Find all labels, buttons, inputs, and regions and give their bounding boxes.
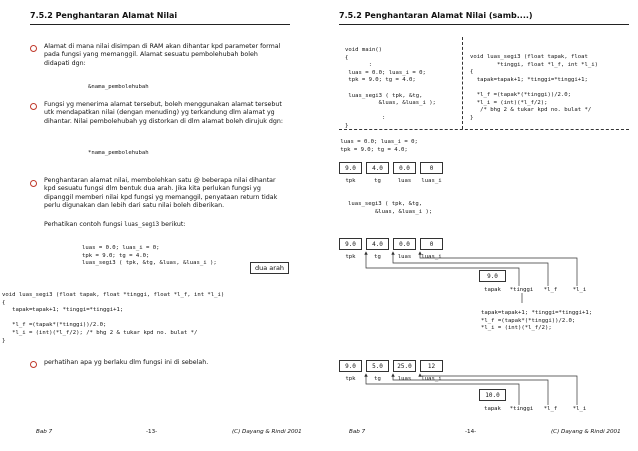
bullet-icon <box>30 45 37 52</box>
memory-cell: 9.0 <box>339 238 362 250</box>
variable-label: luas <box>397 178 412 184</box>
bullet-4-text: perhatihan apa yg berlaku dlm fungsi ini di sebelah. <box>44 359 209 366</box>
memory-cell: 5.0 <box>366 360 389 372</box>
bullet-icon <box>30 361 37 368</box>
code-address-of: &nama_pembolehubah <box>88 84 149 90</box>
code-call-example: luas = 0.0; luas_i = 0; tpk = 9.0; tg = 4.0; luas_segi3 ( tpk, &tg, &luas, &luas_i ); <box>82 245 217 267</box>
page-title: 7.5.2 Penghantaran Alamat Nilai (samb....) <box>339 11 533 20</box>
arrow-li <box>420 374 577 405</box>
variable-label: luas_i <box>421 254 442 260</box>
param-label: *tinggi <box>509 287 534 293</box>
arrow-lf <box>393 374 548 405</box>
pointer-arrows <box>319 0 638 451</box>
variable-label: luas_i <box>421 178 442 184</box>
param-label: *l_i <box>572 287 587 293</box>
code-callee-body: tapak=tapak+1; *tinggi=*tinggi+1; *l_f =(tapak*(*tinggi))/2.0; *l_i = (int)(*l_f/2); <box>481 310 593 332</box>
bullet-3-tail-text: Perhatikan contoh fungsi <box>44 221 123 228</box>
memory-cell: 0 <box>420 162 443 174</box>
arrow-tinggi <box>366 252 519 286</box>
memory-cell: 0.0 <box>393 162 416 174</box>
bullet-3-tail <box>44 221 185 230</box>
bullet-1-text: Alamat di mana nilai disimpan di RAM akan dihantar kpd parameter formal pada fungsi yang memanggil. Alamat sesuatu pembolehubah boleh didapati dgn: <box>44 43 281 67</box>
bullet-icon <box>30 103 37 110</box>
bullet-icon <box>30 180 37 187</box>
footer-copyright: (C) Dayang & Rindi 2001 <box>232 429 302 435</box>
bullet-3-tail-end: berikut: <box>161 221 186 228</box>
memory-cell: 4.0 <box>366 162 389 174</box>
variable-label: luas <box>397 376 412 382</box>
title-underline <box>30 24 290 25</box>
footer-page-number: -13- <box>146 429 158 435</box>
memory-cell: 4.0 <box>366 238 389 250</box>
param-label: *l_i <box>572 406 587 412</box>
page-title: 7.5.2 Penghantaran Alamat Nilai <box>30 11 178 20</box>
page-14 <box>319 0 638 451</box>
param-label: *l_f <box>543 287 558 293</box>
footer-page-number: -14- <box>465 429 477 435</box>
code-function-definition: void luas_segi3 (float tapak, float *tinggi, float *l_f, int *l_i) { tapak=tapak+1; *tinggi=*tinggi+1; *l_f =(tapak*(*tinggi))/2.0; *l_i = (int)(*l_f/2); /* bhg 2 & tukar kpd no. bulat */ } <box>2 292 225 344</box>
param-cell: 10.0 <box>479 389 506 401</box>
variable-label: luas_i <box>421 376 442 382</box>
param-label: tapak <box>484 406 501 412</box>
two-way-callout: dua arah <box>250 262 289 274</box>
code-initialization: luas = 0.0; luas_i = 0; tpk = 9.0; tg = 4.0; <box>340 139 418 153</box>
variable-label: tg <box>374 254 381 260</box>
footer-chapter: Bab 7 <box>349 429 366 435</box>
variable-label: tpk <box>345 376 356 382</box>
bullet-2-text: Fungsi yg menerima alamat tersebut, boleh menggunakan alamat tersebut utk mendapatkan nilai (dengan menuding) yg terkandung dlm alamat yg dihantar. Nilai pembolehubah yg distorkan di dlm alamat boleh dirujuk dgn: <box>44 101 283 125</box>
bullet-3-tail-code: luas_segi3 <box>124 222 160 228</box>
variable-label: tpk <box>345 254 356 260</box>
bullet-3-text: Penghantaran alamat nilai, membolehkan satu @ beberapa nilai dihantar kpd sesuatu fungsi dlm bentuk dua arah. Jika kita perlukan fungsi yg dipanggil memberi nilai kpd fungsi yg memanggil, penyataan return tidak perlu digunakan dan lebih dari satu nilai boleh diberikan. <box>44 177 278 210</box>
memory-cell: 12 <box>420 360 443 372</box>
code-callee-function: void luas_segi3 (float tapak, float *tinggi, float *l_f, int *l_i) { tapak=tapak+1; *tinggi=*tinggi+1; *l_f =(tapak*(*tinggi))/2.0; *l_i = (int)(*l_f/2); /* bhg 2 & tukar kpd no. bulat */ } <box>470 54 598 121</box>
variable-label: tg <box>374 178 381 184</box>
memory-cell: 25.0 <box>393 360 416 372</box>
param-label: *tinggi <box>509 406 534 412</box>
param-cell: 9.0 <box>479 270 506 282</box>
code-dereference: *nama_pembolehubah <box>88 150 149 156</box>
footer-copyright: (C) Dayang & Rindi 2001 <box>551 429 621 435</box>
arrow-tinggi <box>366 374 519 405</box>
code-call: luas_segi3 ( tpk, &tg, &luas, &luas_i ); <box>348 201 433 215</box>
variable-label: luas <box>397 254 412 260</box>
footer-chapter: Bab 7 <box>36 429 53 435</box>
memory-cell: 0 <box>420 238 443 250</box>
arrow-li <box>420 252 577 286</box>
memory-cell: 9.0 <box>339 360 362 372</box>
variable-label: tg <box>374 376 381 382</box>
memory-cell: 0.0 <box>393 238 416 250</box>
param-label: tapak <box>484 287 501 293</box>
arrow-lf <box>393 252 548 286</box>
variable-label: tpk <box>345 178 356 184</box>
param-label: *l_f <box>543 406 558 412</box>
memory-cell: 9.0 <box>339 162 362 174</box>
code-main-function: void main() { : luas = 0.0; luas_i = 0; tpk = 9.0; tg = 4.0; luas_segi3 ( tpk, &tg, &luas, &luas_i ); : } <box>345 47 436 129</box>
